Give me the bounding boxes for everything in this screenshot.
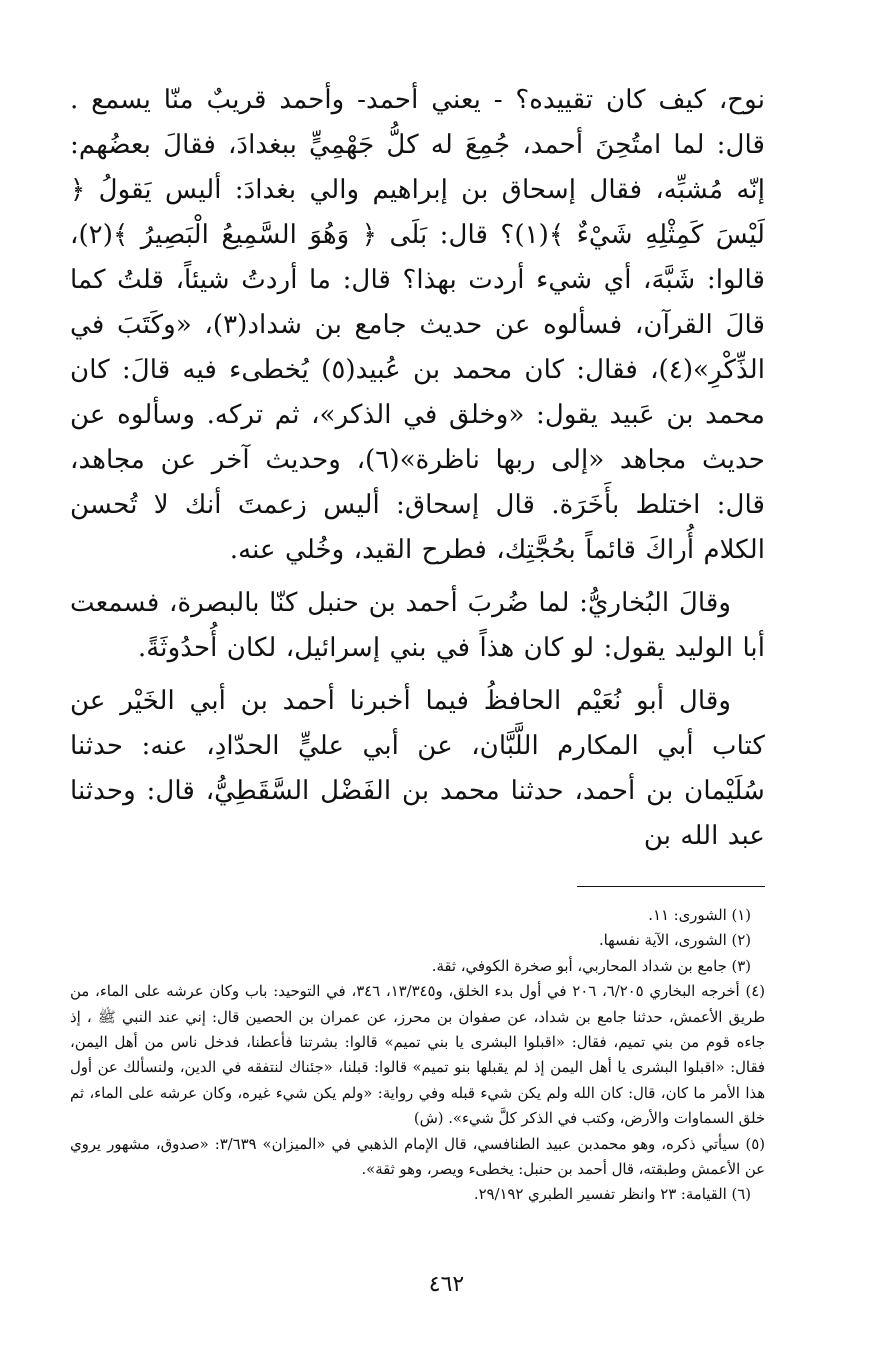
body-paragraph-3: وقال أبو نُعَيْم الحافظُ فيما أخبرنا أحمد بن أبي الخَيْر عن كتاب أبي المكارم اللَّبَّان، عن أبي عليٍّ الحدّادِ، عنه: حدثنا سُلَيْمان بن أحمد، حدثنا محمد بن الفَضْل السَّقَطِيُّ، قال: وحدثنا عبد الله بن bbox=[70, 686, 765, 851]
footnote-1: (١) الشورى: ١١. bbox=[648, 907, 751, 924]
footnotes bbox=[70, 903, 765, 1208]
footnote-6: (٦) القيامة: ٢٣ وانظر تفسير الطبري ٢٩/١٩٢. bbox=[473, 1186, 751, 1204]
main-text bbox=[70, 78, 765, 859]
footnote-5: (٥) سيأتي ذكره، وهو محمدبن عبيد الطنافسي، قال الإمام الذهبي في «الميزان» ٣/٦٣٩: «صدوق، مشهور يروي عن الأعمش وطبقته، قال أحمد بن حنبل: يخطىء ويصر، وهو ثقة». bbox=[70, 1135, 765, 1179]
page-number: ٤٦٢ bbox=[428, 1272, 465, 1297]
footnote-2: (٢) الشورى، الآية نفسها. bbox=[598, 932, 751, 950]
body-paragraph-2: وقالَ البُخاريُّ: لما ضُربَ أحمد بن حنبل كنّا بالبصرة، فسمعت أبا الوليد يقول: لو كان هذاً في بني إسرائيل، لكان أُحدُوثَةً. bbox=[70, 588, 765, 663]
footnote-3: (٣) جامع بن شداد المحاربي، أبو صخرة الكوفي، ثقة. bbox=[431, 957, 751, 975]
footnote-4: (٤) أخرجه البخاري ٦/٢٠٥، ٢٠٦ في أول بدء الخلق، و١٣/٣٤٥، ٣٤٦، في التوحيد: باب وكان عرشه على الماء، من طريق الأعمش، حدثنا جامع بن شداد، عن صفوان بن محرز، عن عمران بن الحصين قال: إني عند النبي ﷺ ، إذ جاءه قوم من بني تميم، فقال: «اقبلوا البشرى يا بني تميم» قالوا: بشرتنا فأعطنا، فدخل ناس من أهل اليمن، فقال: «اقبلوا البشرى يا أهل اليمن إذ لم يقبلها بنو تميم» قالوا: قبلنا، «جئناك لنتفقه في الدين، ولنسألك عن أول هذا الأمر ما كان، قال: كان الله ولم يكن شيء قبله وفي رواية: «ولم يكن شيء غيره، وكان عرشه على الماء، ثم خلق السماوات والأرض، وكتب في الذكر كلَّ شيء». (ش) bbox=[70, 983, 766, 1128]
book-page bbox=[70, 78, 765, 1208]
footnote-separator bbox=[577, 886, 765, 887]
body-paragraph-1: نوح، كيف كان تقييده؟ - يعني أحمد- وأحمد قريبٌ منّا يسمع . قال: لما امتُحِنَ أحمد، جُمِعَ له كلُّ جَهْمِيٍّ ببغدادَ، فقالَ بعضُهم: إنّه مُشبِّه، فقال إسحاق بن إبراهيم والي بغدادَ: أليس يَقولُ ﴿ لَيْسَ كَمِثْلِهِ شَيْءٌ ﴾(١)؟ قال: بَلَى ﴿ وَهُوَ السَّمِيعُ الْبَصِيرُ ﴾(٢)، قالوا: شَبَّهَ، أي شيء أردت بهذا؟ قال: ما أردتُ شيئاً، قلتُ كما قالَ القرآن، فسألوه عن حديث جامع بن شداد(٣)، «وكَتَبَ في الذِّكْرِ»(٤)، فقال: كان محمد بن عُبيد(٥) يُخطىء فيه قالَ: كان محمد بن عَبيد يقول: «وخلق في الذكر»، ثم تركه. وسألوه عن حديث مجاهد «إلى ربها ناظرة»(٦)، وحديث آخر عن مجاهد، قال: اختلط بأَخَرَة. قال إسحاق: أليس زعمتَ أنك لا تُحسن الكلام أُراكَ قائماً بحُجَّتِك، فطرح القيد، وخُلي عنه. bbox=[70, 85, 765, 565]
